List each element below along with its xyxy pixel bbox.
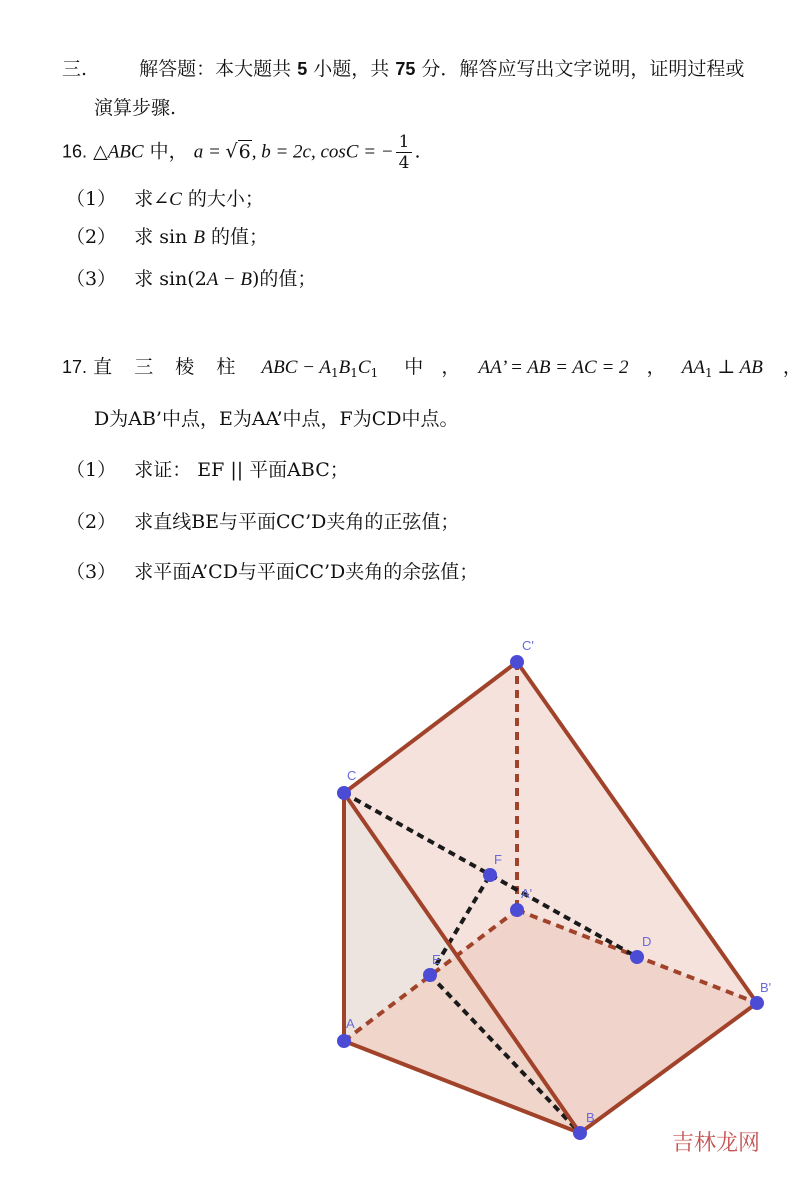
point-f [483, 868, 497, 882]
q17-part-3-text: 求平面A’CD与平面CC’D夹角的余弦值； [134, 561, 479, 583]
q16-number: 16. [62, 141, 88, 162]
section-header-cont: 演算步骤. [94, 97, 177, 119]
q16-part-1-pre: 求∠ [134, 188, 170, 210]
q16-end: . [414, 140, 421, 163]
q16-stem: 16. △ABC 中， a = √6, b = 2c, cosC = − $\frac{1}{4}$ . [62, 132, 421, 173]
label-c: C [347, 768, 357, 783]
q16-part-2-var: B [193, 227, 205, 248]
q16-cond-b: , b = 2c, cosC = − [251, 141, 394, 163]
q17-sub-a: 1 [330, 366, 339, 380]
point-a1 [510, 903, 524, 917]
q17-comma-2: ， [646, 356, 666, 378]
q17-equal-edges: AA’ = AB = AC = 2 [478, 357, 629, 378]
q17-prism-b: B [338, 357, 351, 378]
q17-part-1-text: 求证： EF || 平面ABC； [134, 459, 349, 481]
section-number: 三. [62, 58, 88, 80]
q17-perp-left: AA [681, 357, 705, 378]
q17-prism-c: C [357, 357, 371, 378]
q16-cond-a: a = [193, 141, 226, 163]
q16-part-3-var: A − B [206, 269, 252, 290]
section-score: 75 [395, 59, 416, 79]
q17-comma-1: ， [441, 356, 461, 378]
section-count: 5 [297, 59, 308, 79]
point-b1 [750, 996, 764, 1010]
q16-part-1-num: （1） [66, 188, 117, 210]
label-e: E [432, 952, 441, 967]
point-a [337, 1034, 351, 1048]
q17-part-2-text: 求直线BE与平面CC’D夹角的正弦值； [134, 511, 460, 533]
q16-sqrt6: 6 [238, 140, 251, 163]
q17-prism-left: ABC − A [261, 357, 331, 378]
point-c1 [510, 655, 524, 669]
q16-frac-bot: 4 [398, 153, 410, 173]
q17-word-1: 直 [93, 356, 113, 378]
q16-zhong: 中， [149, 140, 188, 163]
q17-sub-c: 1 [370, 366, 379, 380]
watermark-text: 吉林龙网 [671, 1131, 760, 1156]
label-a: A [346, 1016, 355, 1031]
label-f: F [494, 852, 502, 867]
point-b [573, 1126, 587, 1140]
q17-sub-b: 1 [350, 366, 358, 380]
section-title: 解答题：本大题共 [139, 58, 292, 80]
q16-part-3-post: )的值； [252, 268, 317, 290]
point-d [630, 950, 644, 964]
label-d: D [642, 934, 652, 949]
label-b: B [586, 1110, 595, 1125]
q16-part-3-pre: 求 sin(2 [134, 268, 207, 290]
point-c [337, 786, 351, 800]
q17-part-3-num: （3） [66, 561, 117, 583]
label-c1: C' [522, 638, 534, 653]
q17-zhong: 中 [404, 356, 424, 378]
q17-word-2: 三 [134, 356, 154, 378]
q17-part-1-num: （1） [66, 459, 117, 481]
section-rest: 分．解答应写出文字说明，证明过程或 [421, 58, 745, 80]
q17-word-4: 柱 [216, 356, 236, 378]
label-a1: A' [521, 886, 533, 901]
q17-number: 17. [62, 357, 88, 377]
q16-triangle: △ABC [93, 141, 144, 163]
point-e [423, 968, 437, 982]
q17-perp-right: ⊥ AB [712, 357, 763, 378]
q16-part-1-post: 的大小； [181, 188, 264, 210]
q16-frac-top: 1 [396, 132, 413, 153]
q17-word-3: 棱 [175, 356, 195, 378]
section-mid: 小题，共 [313, 58, 390, 80]
label-b1: B' [760, 980, 772, 995]
q17-comma-3: ， [782, 356, 802, 378]
q16-part-2-num: （2） [66, 226, 117, 248]
q17-part-2-num: （2） [66, 511, 117, 533]
q16-part-1-var: C [169, 189, 182, 210]
q16-part-2-post: 的值； [204, 226, 268, 248]
q17-sub-d: 1 [704, 366, 713, 380]
q16-part-3-num: （3） [66, 268, 117, 290]
q16-part-2-pre: 求 sin [134, 226, 194, 248]
q17-stem-line-2: D为AB’中点，E为AA’中点，F为CD中点。 [94, 408, 459, 430]
